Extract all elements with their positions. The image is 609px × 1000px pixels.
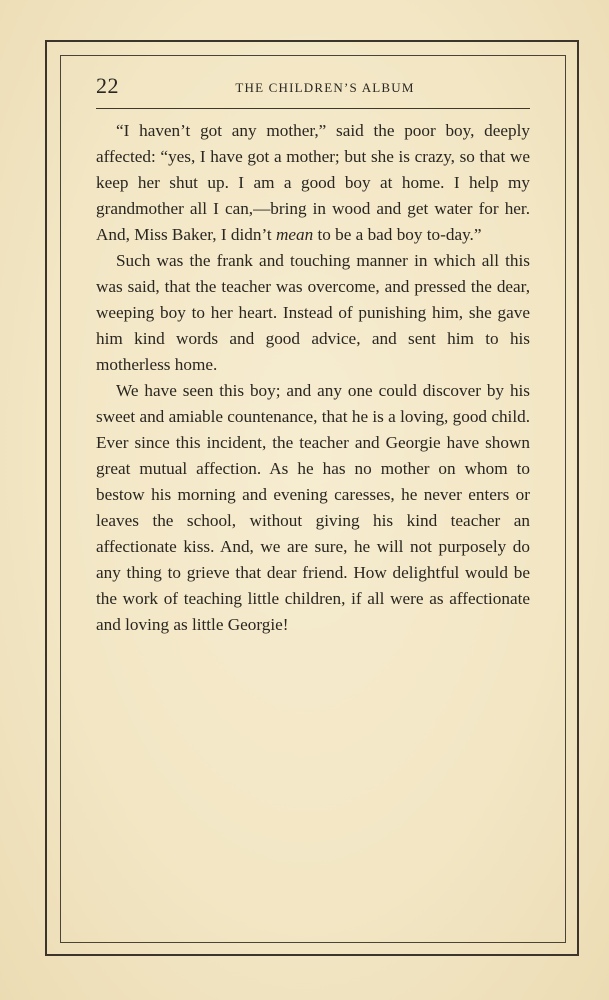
running-title: THE CHILDREN’S ALBUM xyxy=(235,80,415,95)
page-number: 22 xyxy=(96,73,119,98)
body-text xyxy=(96,118,530,638)
paragraph-1 xyxy=(96,118,530,248)
paragraph-2: Such was the frank and touching manner in which all this was said, that the teacher was overcome, and pressed the dear, weeping boy to her heart. Instead of punishing him, she gave him kind words and good advice, and sent him to his motherless home. xyxy=(96,251,530,374)
header-rule xyxy=(96,108,530,109)
paragraph-1-emphasis: mean xyxy=(275,225,314,244)
page-header xyxy=(96,70,530,110)
paragraph-1-text-before: “I haven’t got any mother,” said the poor boy, deeply affected: “yes, I have got a mother; but she is crazy, so that we keep her shut up. I am a good boy at home. I help my grandmother all I can,—bring in wood and get water for her. And, Miss Baker, I didn’t xyxy=(96,121,530,244)
paragraph-1-text-after: to be a bad boy to-day.” xyxy=(313,225,482,244)
paragraph-3: We have seen this boy; and any one could discover by his sweet and amiable countenance, that he is a loving, good child. Ever since this incident, the teacher and Georgie have shown great mutual affection. As he has no mother on whom to bestow his morning and evening caresses, he never enters or leaves the school, without giving his kind teacher an affectionate kiss. And, we are sure, he will not purposely do any thing to grieve that dear friend. How delightful would be the work of teaching little children, if all were as affectionate and loving as little Georgie! xyxy=(96,381,530,634)
